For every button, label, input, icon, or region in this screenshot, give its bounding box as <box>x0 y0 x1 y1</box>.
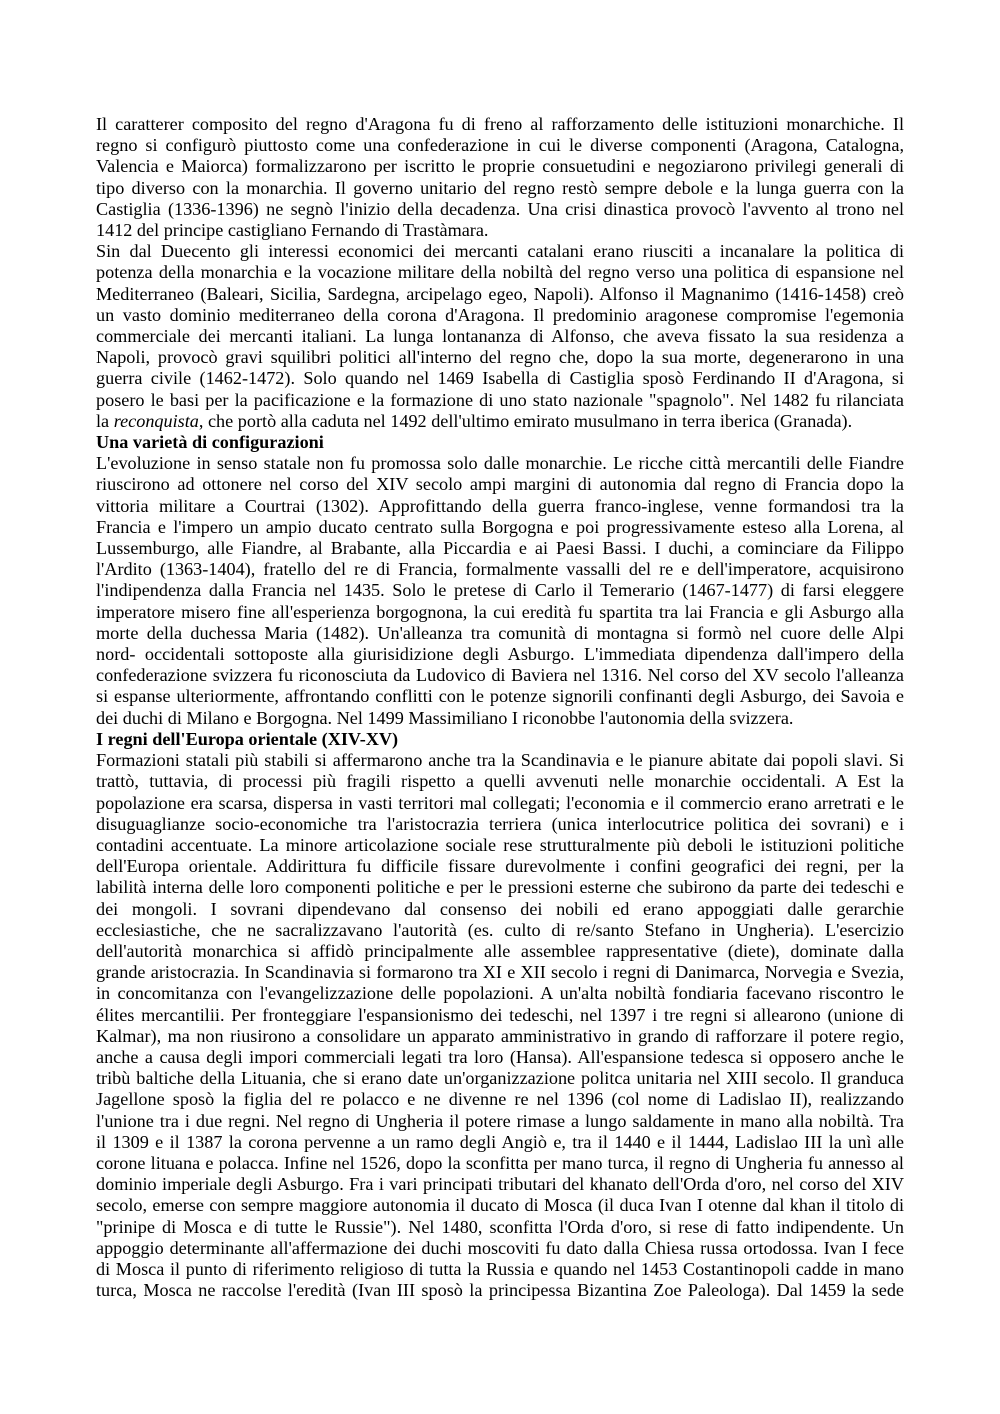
text-line: labilità interna delle loro componenti politiche e per le pressioni esterne che subirono da parte dei tedeschi e <box>96 877 904 898</box>
document-body <box>96 114 904 1301</box>
text-line: il 1309 e il 1387 la corona pervenne a un ramo degli Angiò e, tra il 1440 e il 1444, Ladislao III la unì alle <box>96 1131 904 1152</box>
text-line: popolazione era scarsa, dispersa in vasti territori mal collegati; l'economia e il commercio erano arretrati e le <box>96 792 904 813</box>
text-segment: la <box>96 410 114 431</box>
text-line: imperatore misero fine all'esperienza borgognona, la cui eredità fu spartita tra lai Francia e gli Asburgo alla <box>96 601 904 622</box>
text-line: dell'autorità monarchica si affidò principalmente alle assemblee rappresentative (diete), dominate dalla <box>96 940 904 961</box>
text-line: appoggio determinante all'affermazione dei duchi moscoviti fu dato dalla Chiesa russa ortodossa. Ivan I fece <box>96 1237 904 1258</box>
text-line: Kalmar), ma non riusirono a consolidare un apparato amministrativo in grando di rafforzare il potere regio, <box>96 1025 904 1046</box>
text-line: Napoli, provocò gravi squilibri politici all'interno del regno che, dopo la sua morte, degenerarono in una <box>96 347 904 368</box>
text-line: Sin dal Duecento gli interessi economici dei mercanti catalani erano riusciti a incanalare la politica di <box>96 241 904 262</box>
text-line: l'indipendenza dalla Francia nel 1435. Solo le pretese di Carlo il Temerario (1467-1477) di farsi eleggere <box>96 580 904 601</box>
text-line: dominio imperiale degli Asburgo. Fra i vari principati tributari del khanato dell'Orda d'oro, nel corso del XIV <box>96 1174 904 1195</box>
paragraph-aragona-institutions <box>96 114 904 241</box>
text-line: di Mosca il punto di riferimento religioso di tutta la Russia e quando nel 1453 Costantinopoli cadde in mano <box>96 1258 904 1279</box>
text-line: L'evoluzione in senso statale non fu promossa solo dalle monarchie. Le ricche città mercantili delle Fiandre <box>96 453 904 474</box>
text-line: dei duchi di Milano e Borgogna. Nel 1499 Massimiliano I riconobbe l'autonomia della svizzera. <box>96 707 794 728</box>
text-line: si espanse ulteriormente, affrontando conflitti con le potenze signorili confinanti degli Asburgo, dei Savoia e <box>96 686 904 707</box>
text-line: riuscirono ad ottonere nel corso del XIV secolo ampi margini di autonomia dal regno di Francia dopo la <box>96 474 904 495</box>
text-line: contadini accentuate. La minore articolazione sociale rese strutturalmente più deboli le istituzioni politiche <box>96 834 904 855</box>
text-line: Lussemburgo, alle Fiandre, al Brabante, alla Piccardia e ai Paesi Bassi. I duchi, a cominciare da Filippo <box>96 538 904 559</box>
text-line: anche a causa degli impori commerciali legati tra loro (Hansa). All'espansione tedesca si opposero anche le <box>96 1046 904 1067</box>
text-line: dei mongoli. I sovrani dipendevano dal consenso dei nobili ed erano appoggiati dalle gerarchie <box>96 898 904 919</box>
text-line: Castiglia (1336-1396) ne segnò l'inizio della decadenza. Una crisi dinastica provocò l'avvento al trono nel <box>96 198 904 219</box>
text-line: élites mercantilii. Per fronteggiare l'espansionismo dei tedeschi, nel 1397 i tre regni si allearono (unione di <box>96 1004 904 1025</box>
paragraph-eastern-kingdoms <box>96 750 904 1301</box>
text-line: guerra civile (1462-1472). Solo quando nel 1469 Isabella di Castiglia sposò Ferdinando II d'Aragona, si <box>96 368 904 389</box>
text-line: potenza della monarchia e la vocazione militare della nobiltà del regno verso una politica di espansione nel <box>96 262 904 283</box>
text-line: Mediterraneo (Baleari, Sicilia, Sardegna, arcipelago egeo, Napoli). Alfonso il Magnanimo (1416-1458) creò <box>96 283 904 304</box>
text-line: Valencia e Maiorca) formalizzarono per iscritto le proprie consuetudini e negoziarono privilegi generali di <box>96 156 904 177</box>
text-line: disuguaglianze socio-economiche tra l'aristocrazia terriera (unica interlocutrice politica dei sovrani) e i <box>96 813 904 834</box>
section-heading-configurations: Una varietà di configurazioni <box>96 432 324 453</box>
text-line: tribù baltiche della Lituania, che si erano date un'organizzazione politca unitaria nel XIII secolo. Il granduca <box>96 1068 904 1089</box>
italic-text: reconquista <box>113 410 199 431</box>
text-line: l'Ardito (1363-1404), fratello del re di Francia, formalmente vassalli del re e dell'imperatore, acquisirono <box>96 559 904 580</box>
text-line: l'unione tra i due regni. Nel regno di Ungheria il potere rimase a lungo saldamente in mano alla nobiltà. Tra <box>96 1110 904 1131</box>
text-line: trattò, tuttavia, di processi più fragili rispetto a quelli avvenuti nelle monarchie occidentali. A Est la <box>96 771 904 792</box>
text-line: Formazioni statali più stabili si affermarono anche tra la Scandinavia e le pianure abitate dai popoli slavi. Si <box>96 750 904 771</box>
text-line: corone lituana e polacca. Infine nel 1526, dopo la sconfitta per mano turca, il regno di Ungheria fu annesso al <box>96 1152 904 1173</box>
text-line: regno si configurò piuttosto come una confederazione in cui le diverse componenti (Aragona, Catalogna, <box>96 135 904 156</box>
paragraph-mediterranean-expansion <box>96 241 904 432</box>
text-line: tipo diverso con la monarchia. Il governo unitario del regno restò sempre debole e la lunga guerra con la <box>96 177 904 198</box>
text-segment: , che portò alla caduta nel 1492 dell'ultimo emirato musulmano in terra iberica (Granada). <box>198 410 853 431</box>
text-line: morte della duchessa Maria (1482). Un'alleanza tra comunità di montagna si formò nel cuore delle Alpi <box>96 622 904 643</box>
text-line: ecclesiastiche, che ne sacralizzavano l'autorità (es. culto di re/santo Stefano in Ungheria). L'esercizio <box>96 919 904 940</box>
text-line: secolo, emerse con sempre maggiore autonomia il ducato di Mosca (il duca Ivan I otenne dal khan il titolo di <box>96 1195 904 1216</box>
section-heading-eastern-europe: I regni dell'Europa orientale (XIV-XV) <box>96 728 399 749</box>
text-line: posero le basi per la pacificazione e la formazione di uno stato nazionale "spagnolo". Nel 1482 fu rilanciata <box>96 389 904 410</box>
text-line: grande aristocrazia. In Scandinavia si formarono tra XI e XII secolo i regni di Danimarca, Norvegia e Svezia, <box>96 962 904 983</box>
text-line <box>96 411 904 432</box>
text-line: "prinipe di Mosca e di tutte le Russie"). Nel 1480, sconfitta l'Orda d'oro, si rese di fatto indipendente. Un <box>96 1216 904 1237</box>
text-line: turca, Mosca ne raccolse l'eredità (Ivan III sposò la principessa Bizantina Zoe Paleologa). Dal 1459 la sede <box>96 1280 904 1301</box>
text-line: confederazione svizzera fu riconosciuta da Ludovico di Baviera nel 1316. Nel corso del XV secolo l'alleanza <box>96 665 904 686</box>
text-line: commerciale dei mercanti italiani. La lunga lontananza di Alfonso, che aveva fissato la sua residenza a <box>96 326 904 347</box>
text-line: nord- occidentali sottoposte alla giurisidizione degli Asburgo. L'immediata dipendenza dall'impero della <box>96 644 904 665</box>
text-line: Francia e l'impero un ampio ducato centrato sulla Borgogna e poi progressivamente esteso alla Lorena, al <box>96 516 904 537</box>
text-line: dell'Europa orientale. Addirittura fu difficile fissare durevolmente i confini geografici dei regni, per la <box>96 856 904 877</box>
text-line: vittoria militare a Courtrai (1302). Approfittando della guerra franco-inglese, venne formandosi tra la <box>96 495 904 516</box>
text-line: Jagellone sposò la figlia del re polacco e ne divenne re nel 1396 (col nome di Ladislao II), realizzando <box>96 1089 904 1110</box>
text-line: un vasto dominio mediterraneo della corona d'Aragona. Il predominio aragonese compromise l'egemonia <box>96 304 904 325</box>
paragraph-variety-configurations <box>96 453 904 729</box>
text-line: Il caratterer composito del regno d'Aragona fu di freno al rafforzamento delle istituzioni monarchiche. Il <box>96 114 904 134</box>
text-line: in concomitanza con l'evangelizzazione delle popolazioni. A un'alta nobiltà fondiaria facevano riscontro le <box>96 983 904 1004</box>
text-line: 1412 del principe castigliano Fernando di Trastàmara. <box>96 220 489 241</box>
